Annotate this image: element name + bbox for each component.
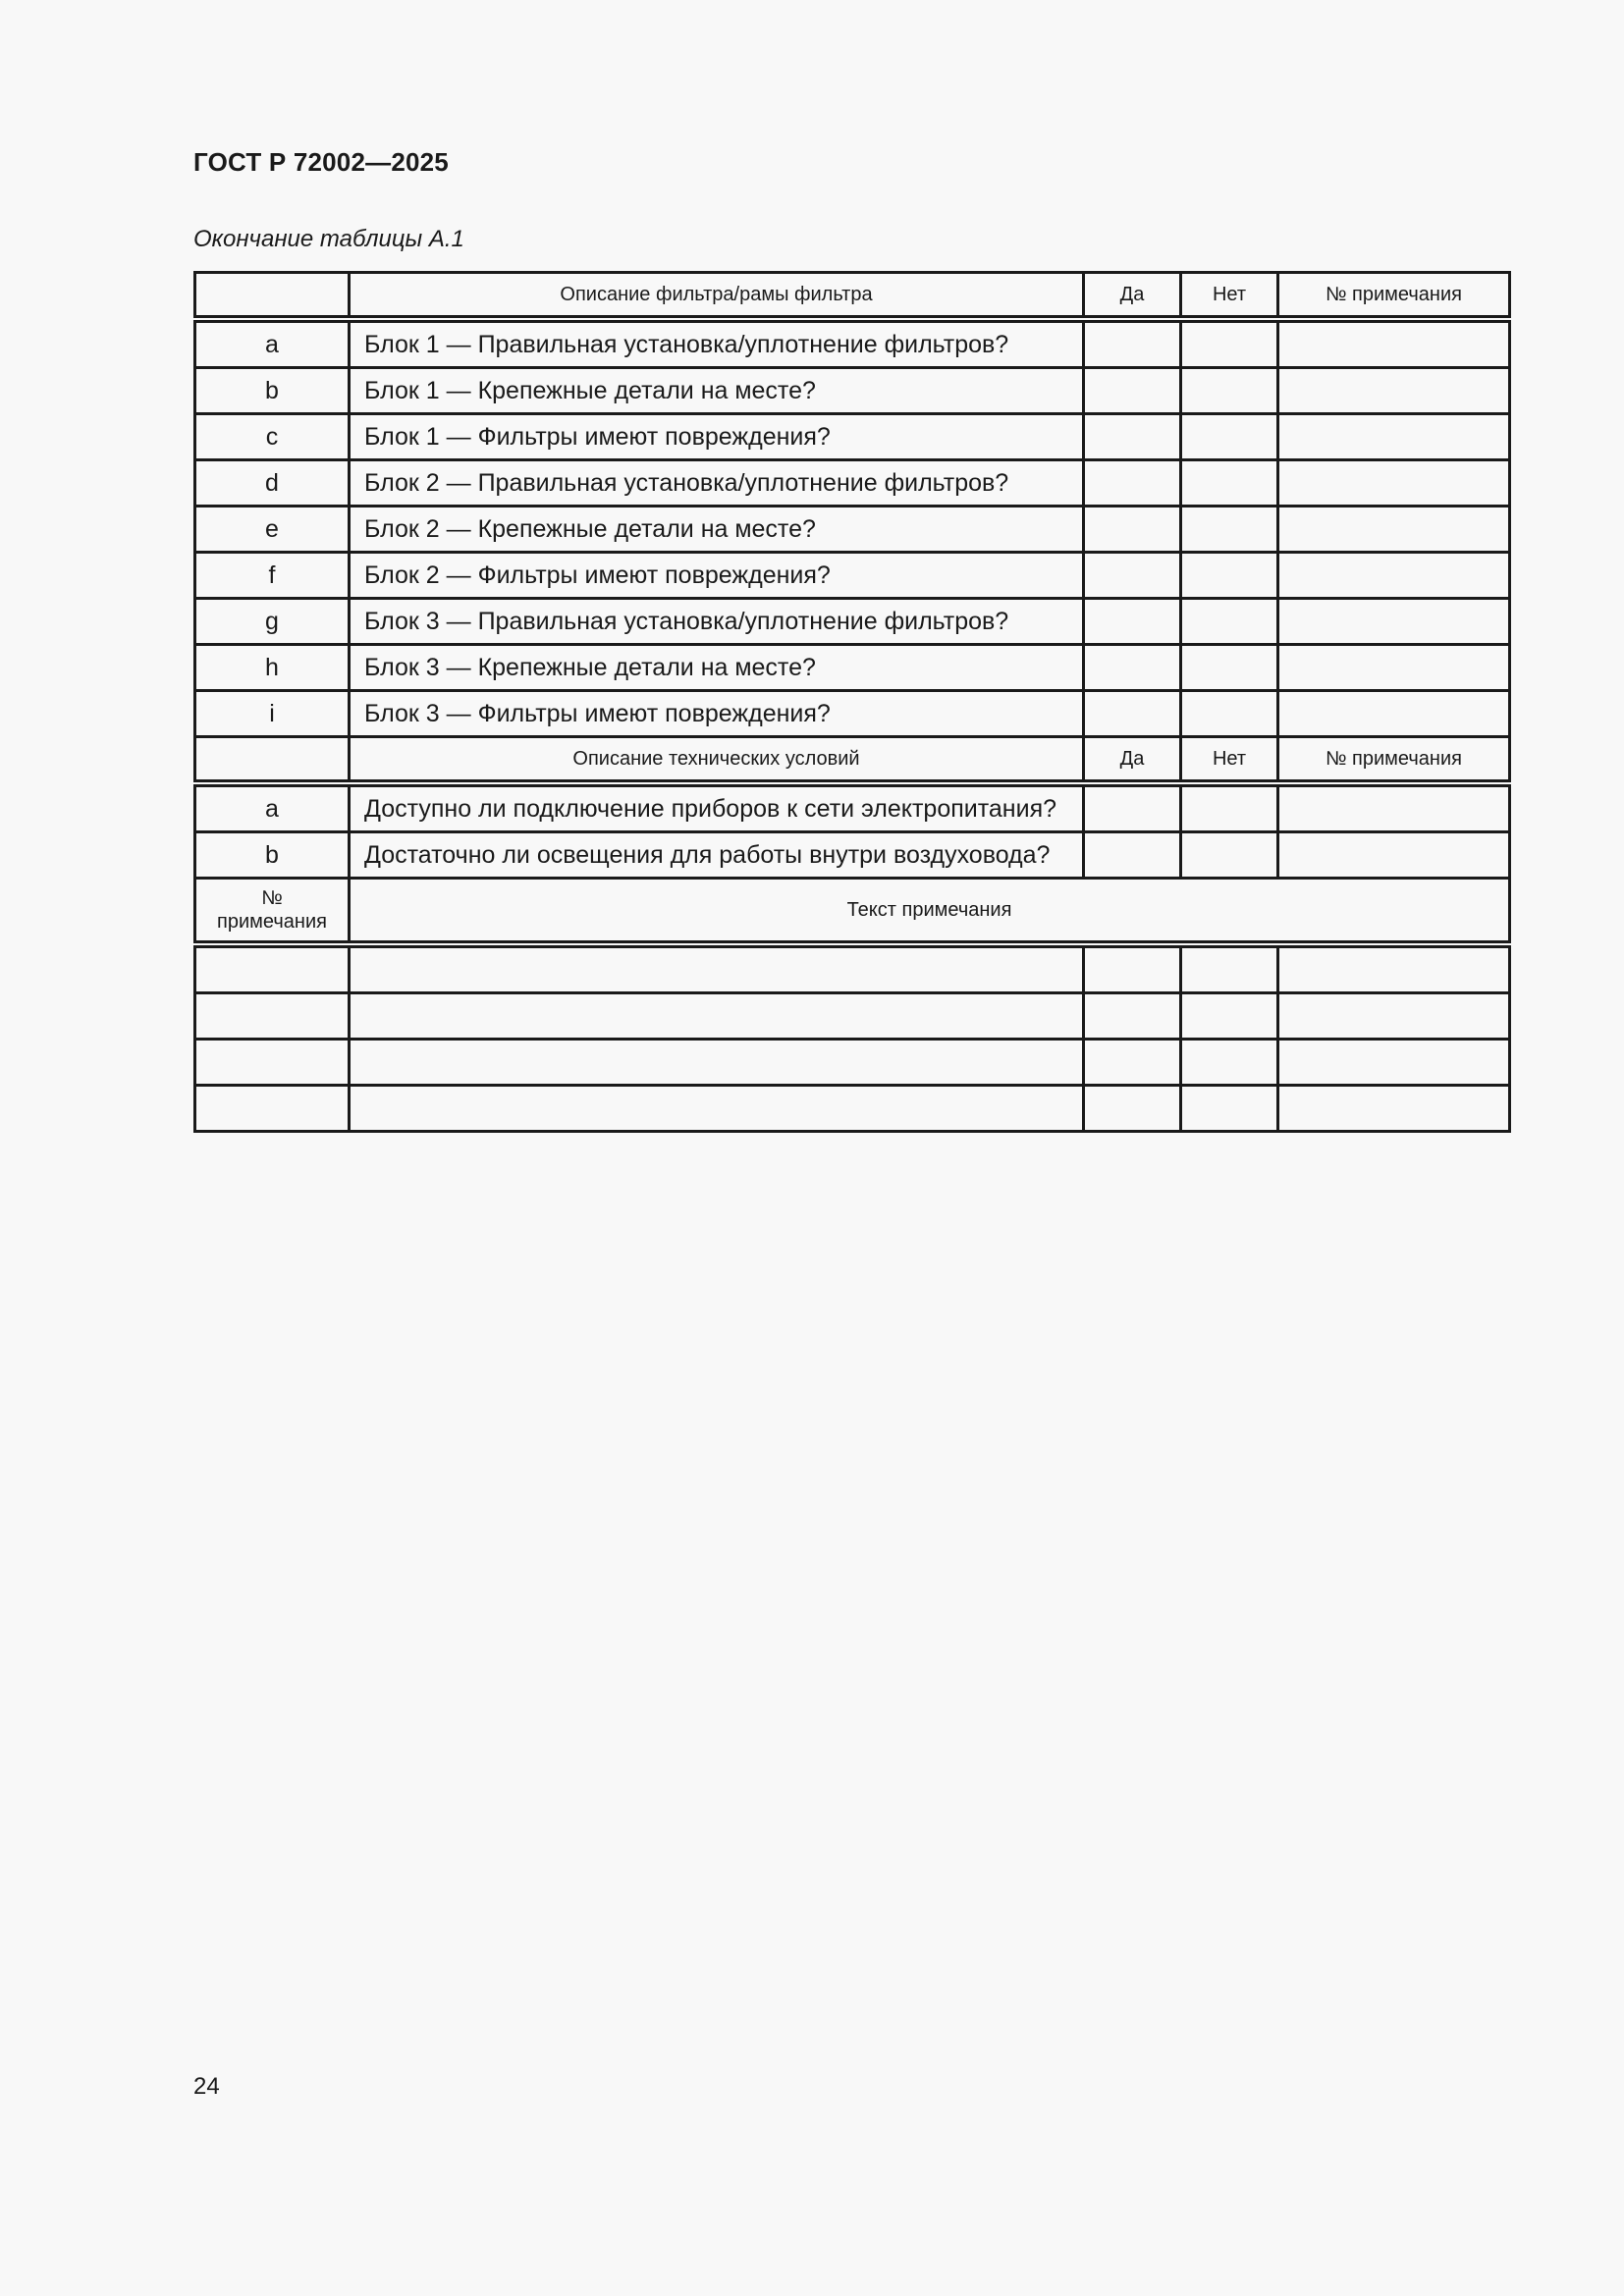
note-row [195, 1040, 1510, 1086]
row-id: f [195, 553, 350, 599]
header-yes: Да [1084, 737, 1181, 784]
row-description: Блок 2 — Правильная установка/уплотнение фильтров? [350, 460, 1084, 507]
note-cell[interactable] [1278, 993, 1510, 1040]
note-cell[interactable] [1084, 1040, 1181, 1086]
document-header: ГОСТ Р 72002—2025 [193, 147, 449, 177]
row-id: i [195, 691, 350, 737]
page-number: 24 [193, 2073, 220, 2100]
row-description: Блок 3 — Фильтры имеют повреждения? [350, 691, 1084, 737]
row-id: a [195, 783, 350, 832]
row-id: g [195, 599, 350, 645]
note-row [195, 944, 1510, 993]
table-row [195, 691, 1510, 737]
note-no-cell[interactable] [1278, 783, 1510, 832]
note-cell[interactable] [1181, 1086, 1278, 1132]
note-cell[interactable] [350, 993, 1084, 1040]
row-description: Блок 3 — Крепежные детали на месте? [350, 645, 1084, 691]
note-no-cell[interactable] [1278, 832, 1510, 879]
header-note-no: № примечания [1278, 273, 1510, 320]
header-no: Нет [1181, 273, 1278, 320]
note-no-cell[interactable] [1278, 368, 1510, 414]
note-cell[interactable] [1084, 1086, 1181, 1132]
header-description: Описание технических условий [350, 737, 1084, 784]
note-no-cell[interactable] [1278, 414, 1510, 460]
no-cell[interactable] [1181, 460, 1278, 507]
header-yes: Да [1084, 273, 1181, 320]
header-note-no: № примечания [1278, 737, 1510, 784]
row-description: Достаточно ли освещения для работы внутри воздуховода? [350, 832, 1084, 879]
row-description: Блок 2 — Фильтры имеют повреждения? [350, 553, 1084, 599]
table-row [195, 553, 1510, 599]
table-row [195, 832, 1510, 879]
row-description: Блок 3 — Правильная установка/уплотнение фильтров? [350, 599, 1084, 645]
note-cell[interactable] [1181, 1040, 1278, 1086]
table-row [195, 460, 1510, 507]
row-description: Блок 1 — Правильная установка/уплотнение фильтров? [350, 319, 1084, 368]
no-cell[interactable] [1181, 691, 1278, 737]
row-id: h [195, 645, 350, 691]
no-cell[interactable] [1181, 553, 1278, 599]
table-row [195, 319, 1510, 368]
note-no-cell[interactable] [1278, 507, 1510, 553]
note-no-cell[interactable] [1278, 645, 1510, 691]
note-no-cell[interactable] [1278, 460, 1510, 507]
no-cell[interactable] [1181, 414, 1278, 460]
note-cell[interactable] [350, 944, 1084, 993]
no-cell[interactable] [1181, 599, 1278, 645]
filter-header-row [195, 273, 1510, 320]
row-description: Блок 1 — Крепежные детали на месте? [350, 368, 1084, 414]
no-cell[interactable] [1181, 832, 1278, 879]
row-id: b [195, 832, 350, 879]
header-no: Нет [1181, 737, 1278, 784]
no-cell[interactable] [1181, 368, 1278, 414]
row-id: b [195, 368, 350, 414]
table-row [195, 783, 1510, 832]
header-id [195, 737, 350, 784]
yes-cell[interactable] [1084, 368, 1181, 414]
yes-cell[interactable] [1084, 599, 1181, 645]
row-description: Доступно ли подключение приборов к сети электропитания? [350, 783, 1084, 832]
note-cell[interactable] [195, 1086, 350, 1132]
no-cell[interactable] [1181, 783, 1278, 832]
header-description: Описание фильтра/рамы фильтра [350, 273, 1084, 320]
technical-header-row [195, 737, 1510, 784]
note-cell[interactable] [1084, 993, 1181, 1040]
yes-cell[interactable] [1084, 319, 1181, 368]
row-id: d [195, 460, 350, 507]
no-cell[interactable] [1181, 507, 1278, 553]
note-cell[interactable] [350, 1040, 1084, 1086]
row-description: Блок 1 — Фильтры имеют повреждения? [350, 414, 1084, 460]
note-cell[interactable] [1278, 1086, 1510, 1132]
inspection-table [193, 271, 1511, 1133]
table-caption: Окончание таблицы А.1 [193, 226, 464, 252]
note-cell[interactable] [195, 993, 350, 1040]
note-cell[interactable] [1181, 944, 1278, 993]
note-cell[interactable] [195, 1040, 350, 1086]
table-row [195, 368, 1510, 414]
notes-header-row [195, 879, 1510, 945]
note-cell[interactable] [1278, 944, 1510, 993]
header-id [195, 273, 350, 320]
header-note-no-line2: примечания [217, 911, 327, 933]
yes-cell[interactable] [1084, 553, 1181, 599]
note-no-cell[interactable] [1278, 553, 1510, 599]
note-no-cell[interactable] [1278, 599, 1510, 645]
note-cell[interactable] [1084, 944, 1181, 993]
row-description: Блок 2 — Крепежные детали на месте? [350, 507, 1084, 553]
note-cell[interactable] [195, 944, 350, 993]
note-cell[interactable] [1181, 993, 1278, 1040]
yes-cell[interactable] [1084, 832, 1181, 879]
table-row [195, 599, 1510, 645]
row-id: a [195, 319, 350, 368]
yes-cell[interactable] [1084, 414, 1181, 460]
yes-cell[interactable] [1084, 645, 1181, 691]
no-cell[interactable] [1181, 645, 1278, 691]
note-cell[interactable] [1278, 1040, 1510, 1086]
table-row [195, 414, 1510, 460]
header-note-text: Текст примечания [350, 879, 1510, 945]
table-row [195, 645, 1510, 691]
row-id: c [195, 414, 350, 460]
row-id: e [195, 507, 350, 553]
note-no-cell[interactable] [1278, 319, 1510, 368]
note-cell[interactable] [350, 1086, 1084, 1132]
header-note-no [195, 879, 350, 945]
note-no-cell[interactable] [1278, 691, 1510, 737]
header-note-no-line1: № [261, 887, 283, 909]
no-cell[interactable] [1181, 319, 1278, 368]
table-row [195, 507, 1510, 553]
note-row [195, 993, 1510, 1040]
note-row [195, 1086, 1510, 1132]
yes-cell[interactable] [1084, 783, 1181, 832]
yes-cell[interactable] [1084, 460, 1181, 507]
yes-cell[interactable] [1084, 691, 1181, 737]
yes-cell[interactable] [1084, 507, 1181, 553]
